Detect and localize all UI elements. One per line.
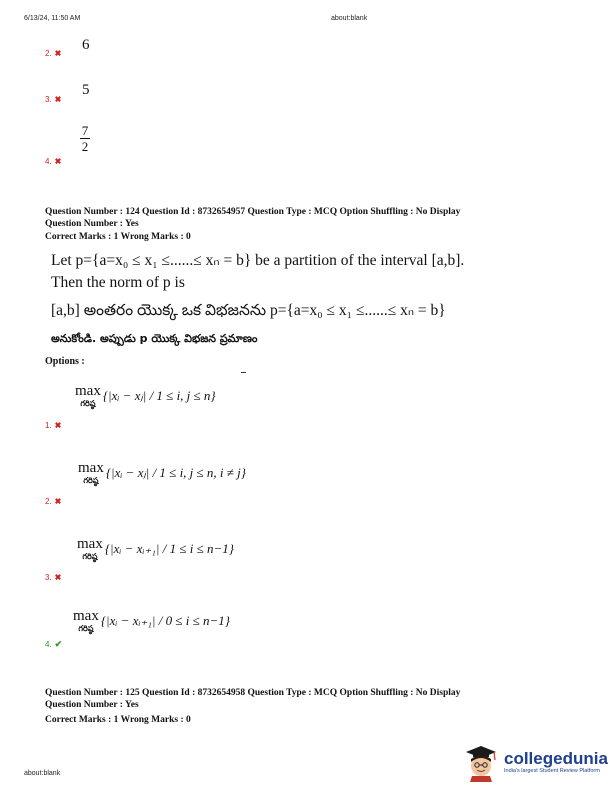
q124-option-4-formula: max గరిష్ఠ {|xᵢ − xᵢ₊₁| / 0 ≤ i ≤ n−1}	[73, 608, 230, 633]
collegedunia-logo	[462, 742, 608, 782]
q124-english-line-2: Then the norm of p is	[51, 274, 185, 291]
divider-dash	[241, 372, 246, 373]
q124-option-1-number: 1. ✖	[45, 421, 62, 430]
prev-option-4-number: 4. ✖	[45, 157, 62, 166]
q125-meta-line-2: Question Number : Yes	[45, 700, 139, 710]
q124-telugu-line-2: అనుకోండి. అప్పుడు p యొక్క విభజన ప్రమాణం	[51, 332, 258, 345]
q124-meta-line-3: Correct Marks : 1 Wrong Marks : 0	[45, 232, 191, 242]
logo-tagline: India's largest Student Review Platform	[504, 768, 600, 774]
q124-option-3-number: 3. ✖	[45, 573, 62, 582]
cross-icon: ✖	[54, 573, 62, 582]
q124-option-1-formula: max గరిష్ఠ {|xᵢ − xⱼ| / 1 ≤ i, j ≤ n}	[75, 383, 216, 408]
print-datetime: 6/13/24, 11:50 AM	[24, 15, 81, 22]
cross-icon: ✖	[54, 95, 62, 104]
q124-option-3-formula: max గరిష్ఠ {|xᵢ − xᵢ₊₁| / 1 ≤ i ≤ n−1}	[77, 536, 234, 561]
print-url: about:blank	[331, 15, 368, 22]
fraction-numerator: 7	[81, 123, 89, 138]
prev-option-4-fraction	[80, 124, 90, 153]
q124-option-2-number: 2. ✖	[45, 497, 62, 506]
prev-option-3-number: 3. ✖	[45, 95, 62, 104]
q124-option-4-number: 4. ✔	[45, 639, 63, 649]
check-icon: ✔	[54, 639, 63, 649]
q124-telugu-line-1: [a,b] అంతరం యొక్క ఒక విభజనను p={a=x₀ ≤ x₁ ≤......≤ xₙ = b}	[51, 302, 446, 319]
q125-meta-line-3: Correct Marks : 1 Wrong Marks : 0	[45, 715, 191, 725]
q124-meta-line-1: Question Number : 124 Question Id : 8732654957 Question Type : MCQ Option Shuffling : No Display	[45, 207, 461, 217]
options-label: Options :	[45, 356, 85, 367]
prev-option-2-number: 2. ✖	[45, 49, 62, 58]
cross-icon: ✖	[54, 157, 62, 166]
q124-meta-line-2: Question Number : Yes	[45, 219, 139, 229]
cross-icon: ✖	[54, 421, 62, 430]
q125-meta-line-1: Question Number : 125 Question Id : 8732654958 Question Type : MCQ Option Shuffling : No Display	[45, 688, 461, 698]
fraction-denominator: 2	[81, 139, 89, 154]
cross-icon: ✖	[54, 49, 62, 58]
cross-icon: ✖	[54, 497, 62, 506]
prev-option-2-value: 6	[82, 37, 90, 53]
q124-option-2-formula: max గరిష్ఠ {|xᵢ − xⱼ| / 1 ≤ i, j ≤ n, i ≠ j}	[78, 460, 246, 485]
q124-english-line-1: Let p={a=x₀ ≤ x₁ ≤......≤ xₙ = b} be a partition of the interval [a,b].	[51, 252, 465, 269]
prev-option-3-value: 5	[82, 82, 90, 98]
logo-brand: collegedunia	[504, 749, 608, 768]
graduate-mascot-icon	[462, 742, 500, 782]
footer-url: about:blank	[24, 770, 61, 777]
